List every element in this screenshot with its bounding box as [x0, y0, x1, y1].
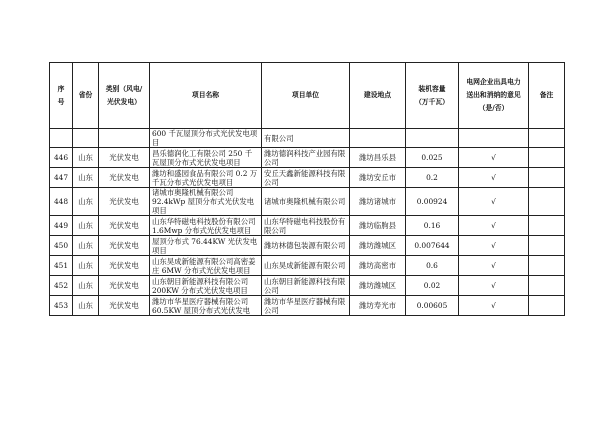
cell-remark	[529, 296, 565, 316]
cell-location: 潍坊高密市	[350, 256, 406, 276]
cell-capacity: 0.6	[406, 256, 459, 276]
cell-province: 山东	[73, 216, 99, 236]
cell-opinion: √	[459, 276, 529, 296]
cell-location: 潍坊临朐县	[350, 216, 406, 236]
cell-project-name: 屋顶分布式 76.44KW 光伏发电项目	[150, 236, 262, 256]
cell-location	[350, 129, 406, 148]
cell-location: 潍坊诸城市	[350, 188, 406, 216]
project-table	[49, 62, 565, 316]
cell-seq: 452	[50, 276, 73, 296]
header-province: 省份	[73, 63, 99, 129]
cell-capacity: 0.02	[406, 276, 459, 296]
cell-opinion: √	[459, 148, 529, 168]
cell-capacity: 0.00924	[406, 188, 459, 216]
table-row	[50, 216, 565, 236]
cell-province: 山东	[73, 256, 99, 276]
cell-project-name: 诸城市奥隆机械有限公司 92.4kWp 屋顶分布式光伏发电项目	[150, 188, 262, 216]
header-opinion: 电网企业出具电力 送出和消纳的意见 （是/否）	[459, 63, 529, 129]
cell-opinion: √	[459, 168, 529, 188]
cell-location: 潍坊潍城区	[350, 276, 406, 296]
cell-capacity: 0.007644	[406, 236, 459, 256]
cell-seq: 447	[50, 168, 73, 188]
header-row	[50, 63, 565, 129]
cell-seq: 448	[50, 188, 73, 216]
cell-project-unit: 安丘天鑫新能源科技有限公司	[262, 168, 350, 188]
cell-location: 潍坊寿光市	[350, 296, 406, 316]
cell-project-unit: 诸城市奥隆机械有限公司	[262, 188, 350, 216]
cell-project-name: 昌乐德润化工有限公司 250 千瓦屋顶分布式光伏发电项目	[150, 148, 262, 168]
table-row	[50, 148, 565, 168]
cell-remark	[529, 236, 565, 256]
cell-opinion: √	[459, 296, 529, 316]
cell-project-name: 潍坊和盛园食品有限公司 0.2 万千瓦分布式光伏发电项目	[150, 168, 262, 188]
cell-seq: 453	[50, 296, 73, 316]
cell-remark	[529, 188, 565, 216]
header-seq: 序 号	[50, 63, 73, 129]
cell-capacity	[406, 129, 459, 148]
cell-project-unit: 山东朝目新能源科技有限公司	[262, 276, 350, 296]
cell-project-unit: 山东昊成新能源有限公司	[262, 256, 350, 276]
cell-seq	[50, 129, 73, 148]
cell-remark	[529, 256, 565, 276]
table-row	[50, 276, 565, 296]
header-remark: 备注	[529, 63, 565, 129]
cell-seq: 446	[50, 148, 73, 168]
cell-project-name: 潍坊市华星医疗器械有限公司 60.5KW 屋顶分布式光伏发电	[150, 296, 262, 316]
cell-category: 光伏发电	[99, 296, 150, 316]
cell-category: 光伏发电	[99, 256, 150, 276]
cell-remark	[529, 276, 565, 296]
cell-project-name: 山东华特磁电科技股份有限公司 1.6Mwp 分布式光伏发电项目	[150, 216, 262, 236]
cell-project-name: 山东朝目新能源科技有限公司 200KW 分布式光伏发电项目	[150, 276, 262, 296]
header-project-name: 项目名称	[150, 63, 262, 129]
cell-capacity: 0.2	[406, 168, 459, 188]
cell-opinion: √	[459, 188, 529, 216]
cell-project-name: 600 千瓦屋顶分布式光伏发电项目	[150, 129, 262, 148]
header-category: 类别（风电/ 光伏发电）	[99, 63, 150, 129]
cell-category: 光伏发电	[99, 148, 150, 168]
table-row	[50, 256, 565, 276]
cell-province: 山东	[73, 276, 99, 296]
cell-location: 潍坊潍城区	[350, 236, 406, 256]
header-capacity: 装机容量 （万千瓦）	[406, 63, 459, 129]
cell-province: 山东	[73, 236, 99, 256]
cell-category: 光伏发电	[99, 236, 150, 256]
cell-seq: 451	[50, 256, 73, 276]
cell-opinion	[459, 129, 529, 148]
cell-opinion: √	[459, 216, 529, 236]
header-location: 建设地点	[350, 63, 406, 129]
cell-remark	[529, 129, 565, 148]
cell-remark	[529, 216, 565, 236]
table-row	[50, 188, 565, 216]
cell-project-unit: 有限公司	[262, 129, 350, 148]
cell-capacity: 0.025	[406, 148, 459, 168]
cell-category: 光伏发电	[99, 276, 150, 296]
cell-location: 潍坊昌乐县	[350, 148, 406, 168]
cell-seq: 449	[50, 216, 73, 236]
cell-category: 光伏发电	[99, 168, 150, 188]
table-row	[50, 236, 565, 256]
header-project-unit: 项目单位	[262, 63, 350, 129]
table-body	[50, 129, 565, 316]
cell-project-unit: 山东华特磁电科技股份有限公司	[262, 216, 350, 236]
table-row	[50, 168, 565, 188]
cell-location: 潍坊安丘市	[350, 168, 406, 188]
cell-project-unit: 潍坊市华星医疗器械有限公司	[262, 296, 350, 316]
cell-province: 山东	[73, 188, 99, 216]
cell-province: 山东	[73, 296, 99, 316]
cell-capacity: 0.16	[406, 216, 459, 236]
cell-seq: 450	[50, 236, 73, 256]
table-row	[50, 296, 565, 316]
cell-remark	[529, 148, 565, 168]
cell-opinion: √	[459, 256, 529, 276]
cell-opinion: √	[459, 236, 529, 256]
cell-category	[99, 129, 150, 148]
cell-category: 光伏发电	[99, 188, 150, 216]
cell-province	[73, 129, 99, 148]
cell-project-unit: 潍坊德润科技产业园有限公司	[262, 148, 350, 168]
continuation-row	[50, 129, 565, 148]
cell-province: 山东	[73, 168, 99, 188]
cell-province: 山东	[73, 148, 99, 168]
cell-category: 光伏发电	[99, 216, 150, 236]
cell-capacity: 0.00605	[406, 296, 459, 316]
cell-remark	[529, 168, 565, 188]
cell-project-name: 山东昊成新能源有限公司高密姜庄 6MW 分布式光伏发电项目	[150, 256, 262, 276]
cell-project-unit: 潍坊林德包装源有限公司	[262, 236, 350, 256]
